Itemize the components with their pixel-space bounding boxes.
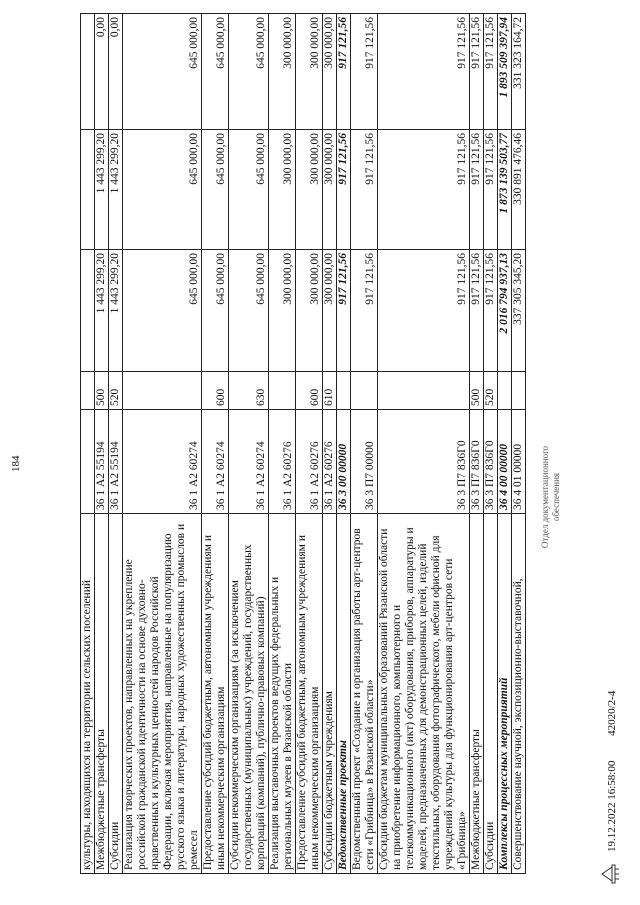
table-row xyxy=(498,14,512,874)
row-code-cell: 36 1 А2 60276 xyxy=(296,410,323,514)
row-code-cell: 36 1 А2 55194 xyxy=(109,410,123,514)
row-value-2024-cell: 300 000,00 xyxy=(269,14,296,130)
budget-table xyxy=(80,13,526,874)
row-value-2023-cell: 917 121,56 xyxy=(470,130,484,250)
row-expense-type-cell xyxy=(512,372,526,410)
row-value-2024-cell: 1 893 509 397,94 xyxy=(498,14,512,130)
table-row xyxy=(296,14,323,874)
row-value-2023-cell: 1 443 299,20 xyxy=(95,130,109,250)
table-row xyxy=(351,14,378,874)
row-name-cell: Межбюджетные трансферты xyxy=(95,514,109,874)
table-row xyxy=(229,14,269,874)
table-row xyxy=(269,14,296,874)
row-name-cell: Совершенствование научной, экспозиционно-выставочной, xyxy=(512,514,526,874)
row-value-2022-cell: 917 121,56 xyxy=(351,250,378,372)
row-name-cell: Ведомственные проекты xyxy=(337,514,351,874)
row-value-2024-cell: 917 121,56 xyxy=(470,14,484,130)
row-code-cell: 36 4 01 00000 xyxy=(512,410,526,514)
row-value-2023-cell: 645 000,00 xyxy=(123,130,202,250)
row-value-2022-cell: 300 000,00 xyxy=(296,250,323,372)
row-value-2022-cell: 917 121,56 xyxy=(337,250,351,372)
row-expense-type-cell: 500 xyxy=(470,372,484,410)
emblem-icon xyxy=(598,862,622,886)
row-value-2022-cell: 1 443 299,20 xyxy=(109,250,123,372)
row-expense-type-cell: 520 xyxy=(109,372,123,410)
row-value-2022-cell: 645 000,00 xyxy=(229,250,269,372)
row-value-2022-cell: 645 000,00 xyxy=(123,250,202,372)
row-value-2023-cell: 330 891 476,46 xyxy=(512,130,526,250)
row-expense-type-cell: 600 xyxy=(202,372,229,410)
row-value-2022-cell: 300 000,00 xyxy=(323,250,337,372)
row-value-2023-cell: 917 121,56 xyxy=(378,130,470,250)
table-row xyxy=(109,14,123,874)
row-name-cell: Субсидии бюджетам муниципальных образований Рязанской области на приобретение информационного, компьютерного и телекоммуникационного (икт) оборудования, приборов, аппаратуры и моделей, предназначенных для демонстрационных целей, изделий текстильных, оборудования фотографического, мебели офисной для учреждений культуры для функционирования арт-центров сети «Грибница» xyxy=(378,514,470,874)
row-expense-type-cell xyxy=(378,372,470,410)
row-value-2023-cell: 300 000,00 xyxy=(269,130,296,250)
department-stamp xyxy=(540,437,562,557)
row-expense-type-cell: 500 xyxy=(95,372,109,410)
row-value-2022-cell: 917 121,56 xyxy=(470,250,484,372)
row-value-2024-cell: 917 121,56 xyxy=(484,14,498,130)
row-value-2022-cell: 917 121,56 xyxy=(378,250,470,372)
row-value-2023-cell xyxy=(81,130,95,250)
row-expense-type-cell: 630 xyxy=(229,372,269,410)
row-value-2024-cell: 645 000,00 xyxy=(123,14,202,130)
row-code-cell: 36 3 00 00000 xyxy=(337,410,351,514)
row-name-cell: Ведомственный проект «Создание и организация работы арт-центров сети «Грибница» в Рязанской области» xyxy=(351,514,378,874)
row-value-2023-cell: 917 121,56 xyxy=(351,130,378,250)
row-value-2024-cell: 917 121,56 xyxy=(351,14,378,130)
row-value-2022-cell xyxy=(81,250,95,372)
stamp-text: Отдел документационного обеспечения xyxy=(540,445,561,549)
row-value-2023-cell: 300 000,00 xyxy=(323,130,337,250)
row-value-2023-cell: 917 121,56 xyxy=(484,130,498,250)
table-row xyxy=(323,14,337,874)
row-code-cell: 36 3 П7 836Г0 xyxy=(378,410,470,514)
row-name-cell: Субсидии xyxy=(109,514,123,874)
row-value-2024-cell xyxy=(81,14,95,130)
row-value-2022-cell: 300 000,00 xyxy=(269,250,296,372)
row-expense-type-cell: 600 xyxy=(296,372,323,410)
row-expense-type-cell xyxy=(337,372,351,410)
row-expense-type-cell xyxy=(81,372,95,410)
row-name-cell: Субсидии бюджетным учреждениям xyxy=(323,514,337,874)
page-number: 184 xyxy=(10,455,22,472)
row-name-cell: Предоставление субсидий бюджетным, автономным учреждениям и иным некоммерческим организациям xyxy=(296,514,323,874)
row-value-2022-cell: 1 443 299,20 xyxy=(95,250,109,372)
row-value-2023-cell: 645 000,00 xyxy=(229,130,269,250)
row-name-cell: Субсидии xyxy=(484,514,498,874)
row-name-cell: Предоставление субсидий бюджетным, автономным учреждениям и иным некоммерческим организациям xyxy=(202,514,229,874)
row-value-2023-cell: 300 000,00 xyxy=(296,130,323,250)
row-code-cell: 36 3 П7 00000 xyxy=(351,410,378,514)
row-value-2024-cell: 917 121,56 xyxy=(337,14,351,130)
row-value-2024-cell: 917 121,56 xyxy=(378,14,470,130)
row-code-cell: 36 1 А2 60276 xyxy=(269,410,296,514)
row-expense-type-cell xyxy=(498,372,512,410)
row-name-cell: Субсидии некоммерческим организациям (за исключением государственных (муниципальных) учреждений, государственных корпораций (компаний), публично-правовых компаний) xyxy=(229,514,269,874)
row-code-cell: 36 3 П7 836Г0 xyxy=(470,410,484,514)
row-value-2024-cell: 331 323 164,72 xyxy=(512,14,526,130)
row-expense-type-cell xyxy=(269,372,296,410)
table-row xyxy=(202,14,229,874)
row-value-2024-cell: 300 000,00 xyxy=(323,14,337,130)
table-row xyxy=(484,14,498,874)
row-value-2024-cell: 645 000,00 xyxy=(229,14,269,130)
table-row xyxy=(378,14,470,874)
row-expense-type-cell xyxy=(123,372,202,410)
row-name-cell: Реализация выставочных проектов ведущих федеральных и региональных музеев в Рязанской области xyxy=(269,514,296,874)
row-value-2023-cell: 917 121,56 xyxy=(337,130,351,250)
row-value-2023-cell: 1 873 139 503,77 xyxy=(498,130,512,250)
table-row xyxy=(512,14,526,874)
row-expense-type-cell: 610 xyxy=(323,372,337,410)
table-row xyxy=(470,14,484,874)
row-code-cell: 36 1 А2 60276 xyxy=(323,410,337,514)
footer-doc-id: 42020/2-4 xyxy=(606,690,618,736)
row-name-cell: культуры, находящихся на территории сельских поселений xyxy=(81,514,95,874)
row-code-cell: 36 1 А2 60274 xyxy=(202,410,229,514)
row-value-2024-cell: 300 000,00 xyxy=(296,14,323,130)
row-value-2022-cell: 917 121,56 xyxy=(484,250,498,372)
row-name-cell: Комплексы процессных мероприятий xyxy=(498,514,512,874)
row-value-2022-cell: 645 000,00 xyxy=(202,250,229,372)
row-value-2024-cell: 0,00 xyxy=(95,14,109,130)
row-code-cell: 36 1 А2 55194 xyxy=(95,410,109,514)
row-code-cell: 36 3 П7 836Г0 xyxy=(484,410,498,514)
table-row xyxy=(337,14,351,874)
table-row xyxy=(123,14,202,874)
row-value-2022-cell: 337 305 345,20 xyxy=(512,250,526,372)
row-value-2022-cell: 2 016 794 937,13 xyxy=(498,250,512,372)
row-code-cell xyxy=(81,410,95,514)
row-code-cell: 36 1 А2 60274 xyxy=(123,410,202,514)
row-name-cell: Реализация творческих проектов, направленных на укрепление российской гражданской идентичности на основе духовно-нравственных и культурных ценностей народов Российской Федерации, включая мероприятия, направленные на популяризацию русского языка и литературы, народных художественных промыслов и ремесел xyxy=(123,514,202,874)
row-name-cell: Межбюджетные трансферты xyxy=(470,514,484,874)
footer-datetime: 19.12.2022 16:58:00 xyxy=(606,760,618,852)
rotated-document xyxy=(0,16,640,892)
table-row xyxy=(95,14,109,874)
row-code-cell: 36 1 А2 60274 xyxy=(229,410,269,514)
row-expense-type-cell: 520 xyxy=(484,372,498,410)
row-value-2023-cell: 645 000,00 xyxy=(202,130,229,250)
row-value-2023-cell: 1 443 299,20 xyxy=(109,130,123,250)
table-row xyxy=(81,14,95,874)
row-expense-type-cell xyxy=(351,372,378,410)
row-code-cell: 36 4 00 00000 xyxy=(498,410,512,514)
footer xyxy=(606,669,618,852)
row-value-2024-cell: 645 000,00 xyxy=(202,14,229,130)
row-value-2024-cell: 0,00 xyxy=(109,14,123,130)
budget-table-body xyxy=(81,14,526,874)
